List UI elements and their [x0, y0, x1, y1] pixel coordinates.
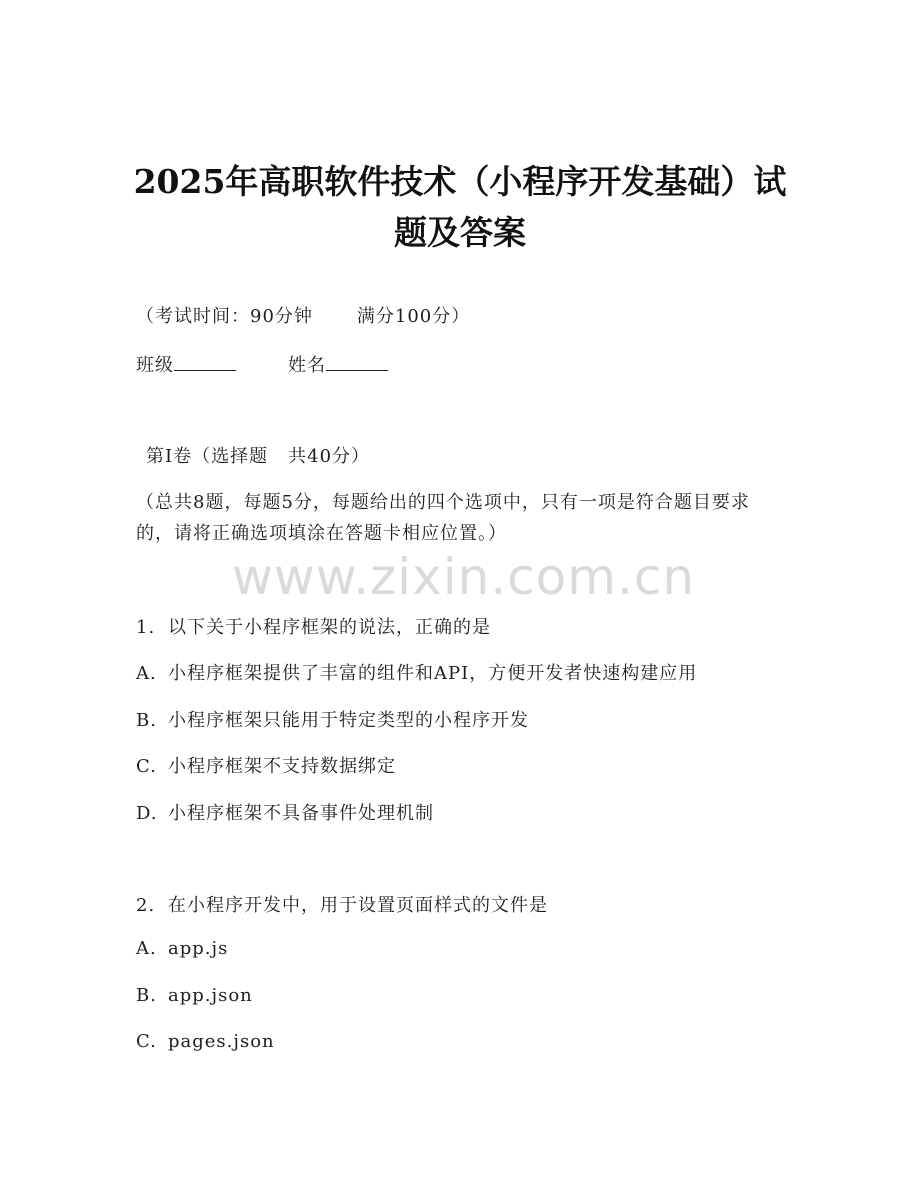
class-label: 班级: [136, 355, 174, 376]
question-1: [136, 613, 491, 639]
name-blank: [326, 353, 388, 371]
option-letter: C.: [136, 756, 157, 777]
question-2-option-b: [136, 985, 253, 1006]
option-text: 小程序框架不具备事件处理机制: [168, 803, 434, 824]
full-score: 满分100分）: [356, 306, 471, 327]
option-letter: D.: [136, 803, 158, 824]
question-2: [136, 891, 548, 917]
section-instructions: （总共8题，每题5分，每题给出的四个选项中，只有一项是符合题目要求的，请将正确选项填涂在答题卡相应位置。）: [136, 492, 750, 544]
option-letter: A.: [136, 663, 157, 684]
section-title-part-b: 共40分）: [288, 446, 371, 467]
option-letter: C.: [136, 1031, 157, 1052]
option-letter: A.: [136, 938, 157, 959]
option-text: 小程序框架不支持数据绑定: [168, 756, 396, 777]
student-info: [136, 351, 388, 377]
question-text: 以下关于小程序框架的说法，正确的是: [168, 617, 491, 638]
question-number: 2.: [136, 895, 156, 916]
option-text: pages.json: [168, 1031, 275, 1052]
question-2-option-a: [136, 938, 228, 959]
option-text: 小程序框架只能用于特定类型的小程序开发: [168, 710, 529, 731]
question-1-option-a: [136, 659, 697, 685]
section-title-part-a: 第I卷（选择题: [146, 446, 269, 467]
question-1-option-d: [136, 799, 434, 825]
name-label: 姓名: [288, 355, 326, 376]
document-title-line-1: 2025年高职软件技术（小程序开发基础）试: [133, 162, 787, 201]
document-title-line-2: 题及答案: [394, 213, 526, 252]
question-1-option-c: [136, 752, 396, 778]
option-text: 小程序框架提供了丰富的组件和API，方便开发者快速构建应用: [168, 663, 698, 684]
option-letter: B.: [136, 710, 157, 731]
option-text: app.json: [168, 985, 253, 1006]
watermark: www.zixin.com.cn: [232, 548, 696, 606]
class-blank: [174, 353, 236, 371]
exam-info: [136, 302, 470, 328]
exam-time: （考试时间：90分钟: [136, 306, 313, 327]
question-1-option-b: [136, 706, 529, 732]
section-title: [146, 442, 370, 468]
question-text: 在小程序开发中，用于设置页面样式的文件是: [168, 895, 548, 916]
option-text: app.js: [168, 938, 229, 959]
question-2-option-c: [136, 1031, 275, 1052]
question-number: 1.: [136, 617, 156, 638]
option-letter: B.: [136, 985, 157, 1006]
